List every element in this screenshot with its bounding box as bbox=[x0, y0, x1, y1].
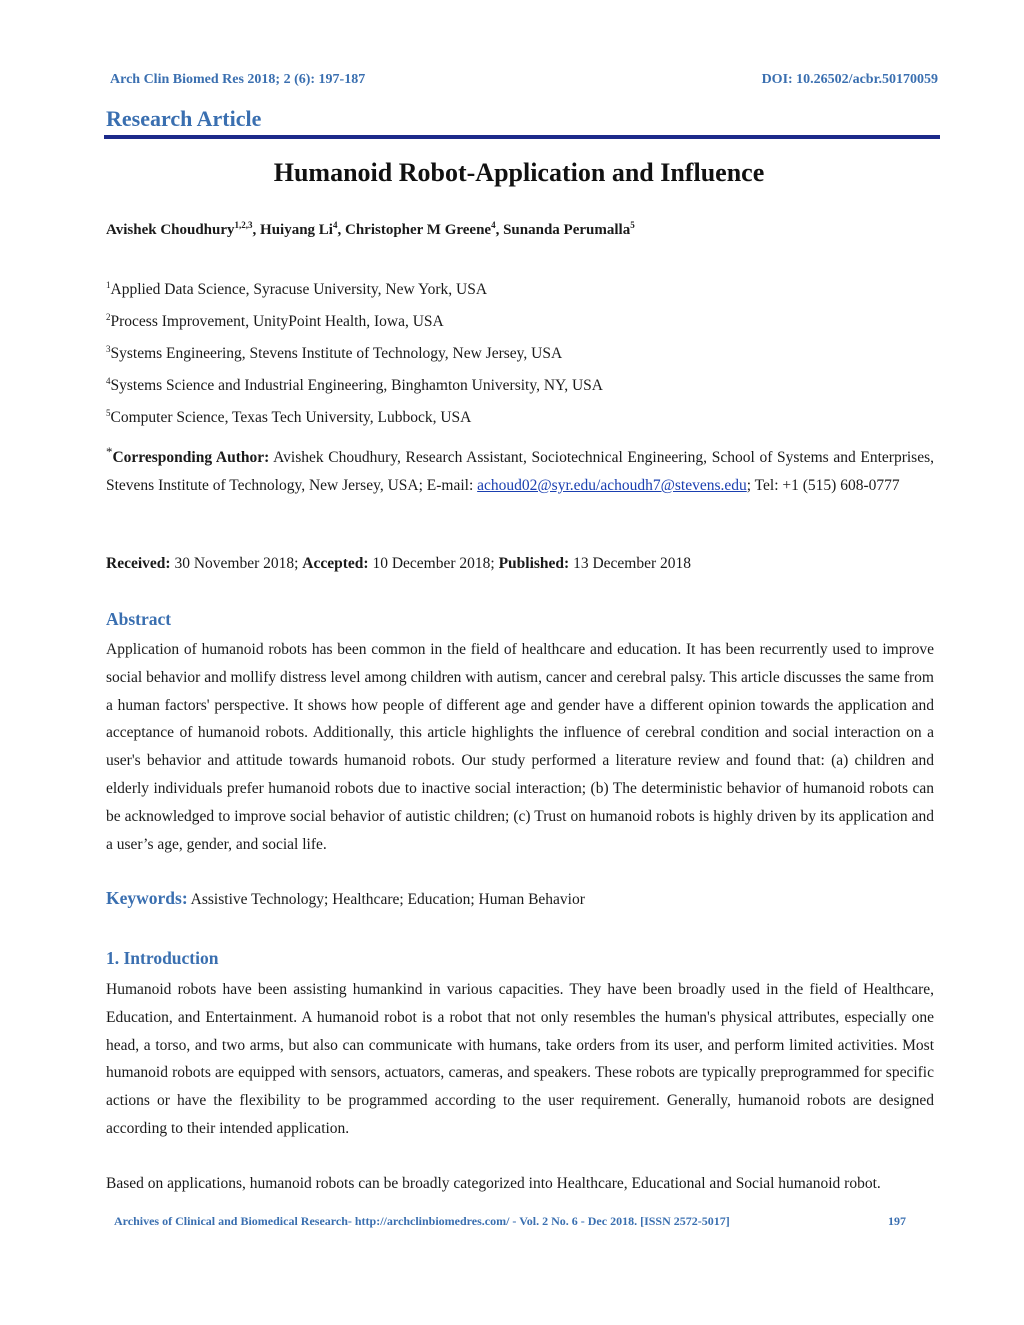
author-affil-sup: 4 bbox=[491, 220, 496, 230]
affiliation-item: $^5$Computer Science, Texas Tech University, Lubbock, USA bbox=[106, 407, 472, 426]
keywords bbox=[106, 888, 585, 909]
introduction-paragraph: Based on applications, humanoid robots can be broadly categorized into Healthcare, Educational and Social humanoid robot. bbox=[106, 1175, 881, 1192]
introduction-heading: 1. Introduction bbox=[106, 948, 219, 968]
affiliation-list bbox=[106, 272, 603, 432]
footer-citation: Archives of Clinical and Biomedical Research- http://archclinbiomedres.com/ - Vol. 2 No. 6 - Dec 2018. [ISSN 2572-5017] bbox=[114, 1214, 730, 1228]
publication-dates: Received: 30 November 2018; Accepted: 10 December 2018; Published: 13 December 2018 bbox=[106, 555, 692, 572]
affiliation-item: $^3$Systems Engineering, Stevens Institute of Technology, New Jersey, USA bbox=[106, 343, 563, 363]
page-number: 197 bbox=[888, 1214, 906, 1228]
author-affil-sup: 1,2,3 bbox=[234, 220, 253, 230]
introduction-paragraph: Humanoid robots have been assisting humankind in various capacities. They have been broadly used in the field of Healthcare, Education, and Entertainment. A humanoid robot is a robot that not only resembles the human's physical attributes, especially one head, a torso, and two arms, but also can communicate with humans, take orders from its user, and perform limited activities. Most humanoid robots are equipped with sensors, actuators, cameras, and speakers. These robots are typically preprogrammed for specific actions or have the flexibility to be programmed according to the user requirement. Generally, humanoid robots are designed according to their intended application. bbox=[106, 981, 934, 1137]
author-list: Avishek Choudhury$^{1,2,3}$, Huiyang Li$^4$, Christopher M Greene$^4$, Sunanda Perumalla$^5$ bbox=[106, 220, 635, 238]
article-type: Research Article bbox=[106, 106, 262, 131]
author-name: Huiyang Li bbox=[260, 222, 333, 238]
affiliation-item: $^1$Applied Data Science, Syracuse University, New York, USA bbox=[106, 280, 488, 299]
page-footer bbox=[114, 1214, 906, 1229]
running-header bbox=[110, 72, 938, 92]
corresponding-label: Corresponding Author: bbox=[112, 449, 270, 467]
affiliation-item: $^2$Process Improvement, UnityPoint Health, Iowa, USA bbox=[106, 311, 444, 331]
doi[interactable]: DOI: 10.26502/acbr.50170059 bbox=[761, 72, 938, 87]
header-rule bbox=[104, 135, 940, 139]
author-affil-sup: 4 bbox=[332, 220, 338, 230]
email-link[interactable]: achoud02@syr.edu/achoudh7@stevens.edu bbox=[477, 476, 747, 494]
keywords-label: Keywords: bbox=[106, 888, 188, 908]
author-affil-sup: 5 bbox=[630, 220, 635, 230]
citation: Arch Clin Biomed Res 2018; 2 (6): 197-187 bbox=[110, 72, 366, 87]
abstract-heading: Abstract bbox=[106, 609, 172, 629]
abstract-text: Application of humanoid robots has been common in the field of healthcare and education. It has been recurrently used to improve social behavior and mollify distress level among children with autism, cancer and cerebral palsy. This article discusses the same from a human factors' perspective. It shows how people of different age and gender have a different opinion towards the application and acceptance of humanoid robots. Additionally, this article highlights the influence of cerebral condition and social interaction on a user's behavior and attitude towards humanoid robots. Our study performed a literature review and found that: (a) children and elderly individuals prefer humanoid robots due to inactive social interaction; (b) The deterministic behavior of humanoid robots can be acknowledged to improve social behavior of autistic children; (c) Trust on humanoid robots is highly driven by its application and a user’s age, gender, and social life. bbox=[106, 641, 934, 853]
author-name: Avishek Choudhury bbox=[106, 222, 235, 238]
corresponding-author: *Corresponding Author: Avishek Choudhury, Research Assistant, Sociotechnical Engineering, School of Systems and Enterprises, Stevens Institute of Technology, New Jersey, USA; E-mail: achoud02@syr.edu/achoudh7@stevens.edu; Tel: +1 (515) 608-0777 bbox=[106, 444, 935, 494]
affiliation-item: $^4$Systems Science and Industrial Engineering, Binghamton University, NY, USA bbox=[106, 375, 603, 395]
author-name: Christopher M Greene bbox=[344, 222, 492, 238]
keywords-text: Assistive Technology; Healthcare; Education; Human Behavior bbox=[187, 891, 585, 908]
paper-title: Humanoid Robot-Application and Influence bbox=[273, 158, 765, 187]
author-name: Sunanda Perumalla bbox=[503, 222, 631, 238]
